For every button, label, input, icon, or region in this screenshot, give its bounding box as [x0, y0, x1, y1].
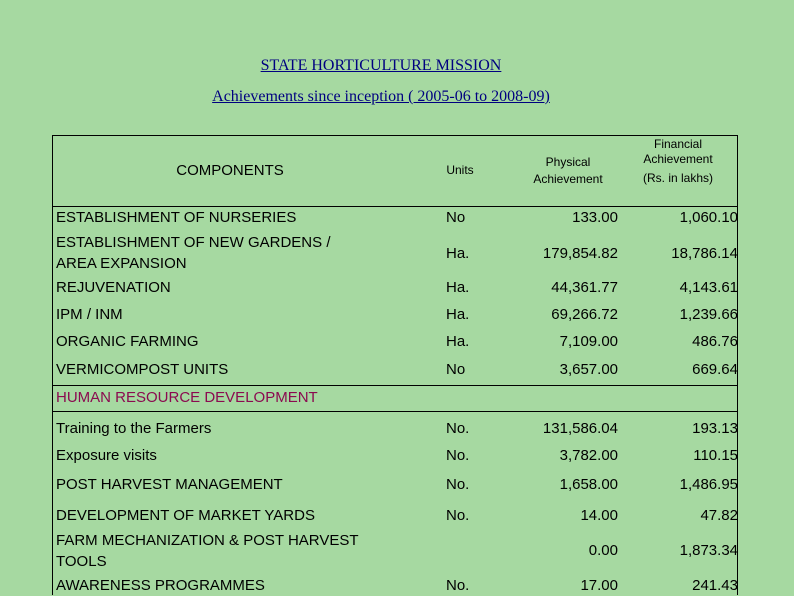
row-financial: 18,786.14 [671, 245, 738, 262]
header-physical-line1: Physical [545, 155, 591, 169]
row-component: IPM / INM [56, 306, 123, 323]
row-physical: 3,782.00 [559, 447, 618, 464]
row-financial: 4,143.61 [679, 279, 738, 296]
page-title: STATE HORTICULTURE MISSION [260, 57, 502, 74]
row-component-line1: ESTABLISHMENT OF NEW GARDENS / [56, 234, 331, 251]
row-component: DEVELOPMENT OF MARKET YARDS [56, 507, 315, 524]
row-component [56, 232, 416, 274]
row-component-line2: AREA EXPANSION [56, 255, 187, 272]
row-unit: No. [446, 577, 470, 594]
row-unit: No. [446, 447, 470, 464]
row-unit: No. [446, 420, 470, 437]
row-physical: 131,586.04 [542, 420, 618, 437]
row-component: REJUVENATION [56, 279, 171, 296]
section-rule-top [52, 385, 738, 386]
row-physical: 0.00 [588, 542, 618, 559]
header-physical-achievement [508, 154, 628, 188]
row-financial: 1,060.10 [679, 209, 738, 226]
row-component-line2: TOOLS [56, 553, 107, 570]
row-physical: 3,657.00 [559, 361, 618, 378]
row-financial: 1,873.34 [679, 542, 738, 559]
row-unit: No [446, 361, 466, 378]
header-financial-achievement [618, 137, 738, 186]
row-physical: 133.00 [572, 209, 618, 226]
row-physical: 14.00 [580, 507, 618, 524]
table-row [0, 232, 794, 274]
row-physical: 179,854.82 [542, 245, 618, 262]
row-unit: No. [446, 507, 470, 524]
header-financial-line1: Financial [653, 137, 703, 151]
row-financial: 110.15 [693, 447, 738, 464]
row-component: Training to the Farmers [56, 420, 212, 437]
row-unit: No [446, 209, 466, 226]
row-financial: 1,239.66 [679, 306, 738, 323]
header-physical-line2: Achievement [533, 172, 603, 186]
row-financial: 193.13 [692, 420, 738, 437]
header-financial-unit: (Rs. in lakhs) [642, 171, 713, 185]
header-units: Units [446, 163, 474, 177]
row-unit: Ha. [446, 279, 470, 296]
row-financial: 669.64 [692, 361, 738, 378]
section-rule-bottom [52, 411, 738, 412]
row-component [56, 530, 416, 572]
row-component: Exposure visits [56, 447, 157, 464]
row-component: ORGANIC FARMING [56, 333, 199, 350]
row-financial: 1,486.95 [679, 476, 738, 493]
row-component: AWARENESS PROGRAMMES [56, 577, 265, 594]
page-subtitle: Achievements since inception ( 2005-06 to 2008-09) [212, 88, 550, 105]
row-physical: 7,109.00 [559, 333, 618, 350]
table-row [0, 530, 794, 572]
section-heading: HUMAN RESOURCE DEVELOPMENT [56, 389, 318, 406]
row-unit: Ha. [446, 306, 470, 323]
row-component: ESTABLISHMENT OF NURSERIES [56, 209, 297, 226]
row-physical: 69,266.72 [551, 306, 618, 323]
row-financial: 47.82 [700, 507, 738, 524]
row-component: POST HARVEST MANAGEMENT [56, 476, 283, 493]
row-unit: No. [446, 476, 470, 493]
row-financial: 486.76 [692, 333, 738, 350]
row-unit: Ha. [446, 333, 470, 350]
row-physical: 17.00 [580, 577, 618, 594]
row-unit: Ha. [446, 245, 470, 262]
header-financial-line2: Achievement [643, 152, 713, 166]
row-physical: 44,361.77 [551, 279, 618, 296]
header-components: COMPONENTS [176, 162, 284, 179]
row-component: VERMICOMPOST UNITS [56, 361, 229, 378]
row-component-line1: FARM MECHANIZATION & POST HARVEST [56, 532, 359, 549]
row-physical: 1,658.00 [559, 476, 618, 493]
row-financial: 241.43 [692, 577, 738, 594]
